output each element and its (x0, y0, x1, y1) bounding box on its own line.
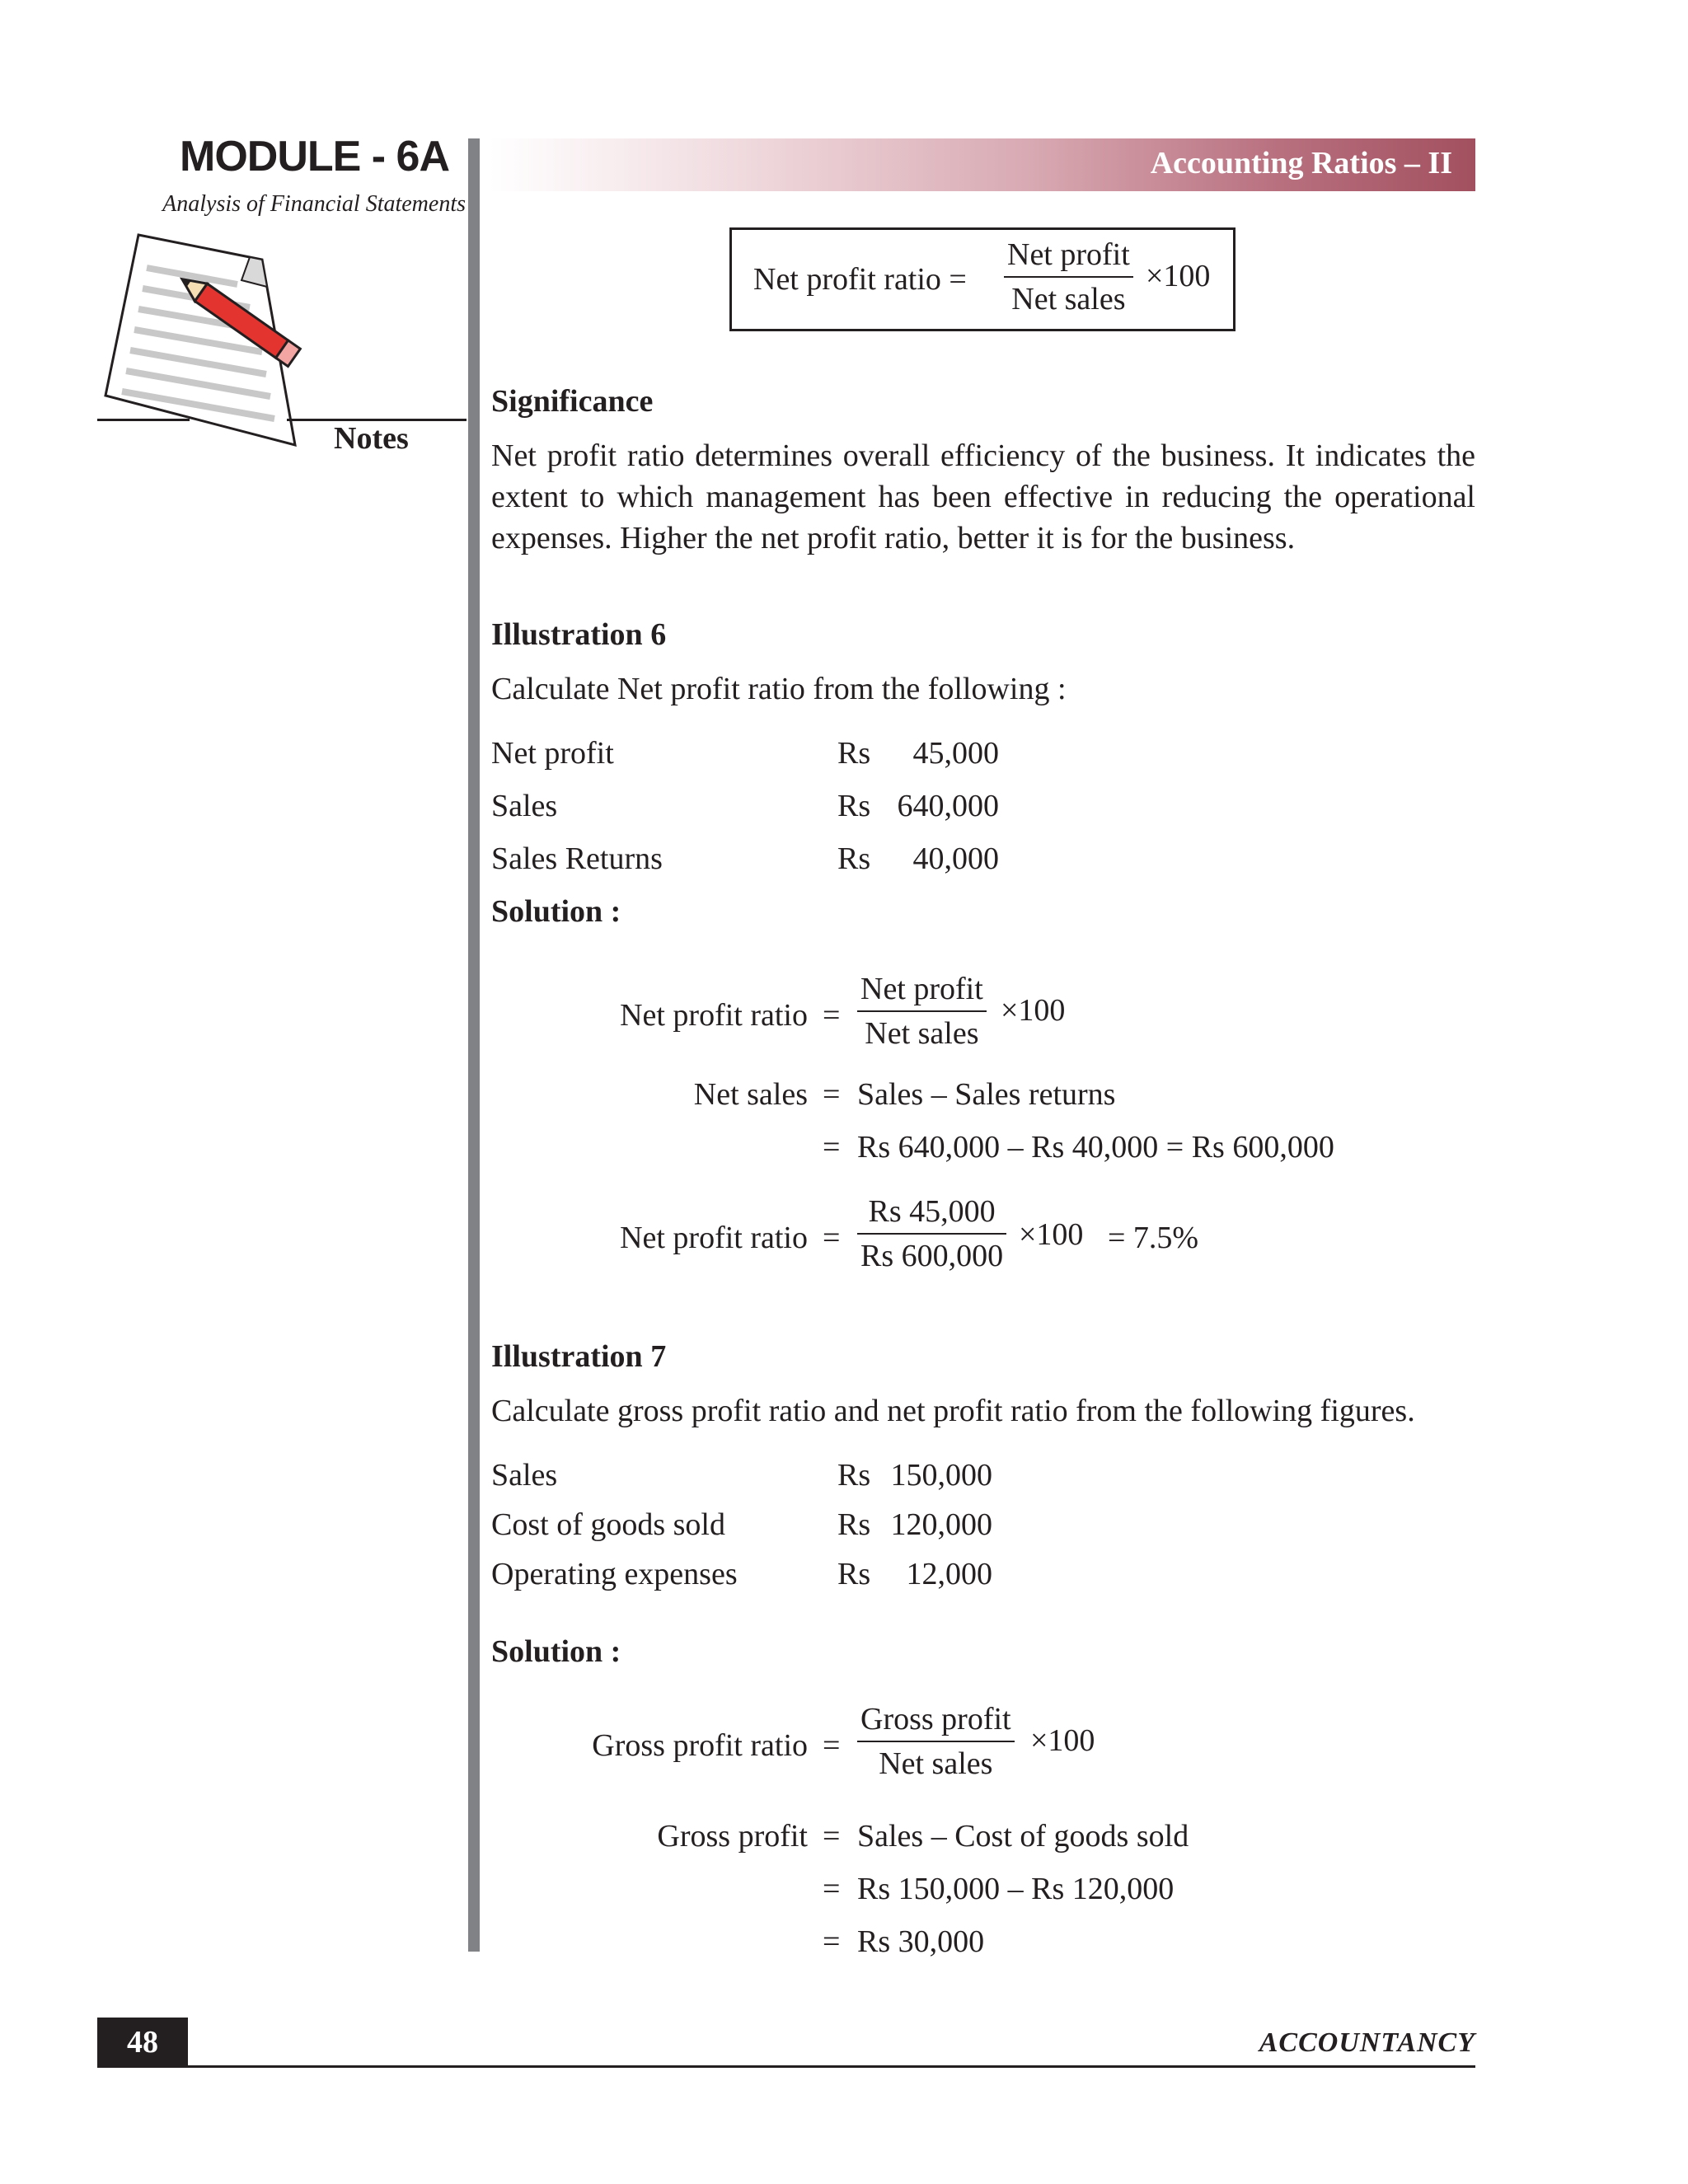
ill6-row-label: Net profit (491, 736, 614, 771)
ill6-row-amount: 40,000 (912, 841, 999, 876)
ill6-eq2-lhs: Net sales (693, 1077, 808, 1112)
ill6-row-label: Sales Returns (491, 841, 663, 876)
ill6-eq4-multiplier: ×100 (1019, 1217, 1084, 1252)
ill7-eq1-lhs: Gross profit ratio (592, 1728, 808, 1763)
ill6-row-label: Sales (491, 789, 558, 823)
footer-rule (97, 2065, 1475, 2068)
formula-multiplier: ×100 (1146, 259, 1211, 293)
ill6-eq3-equals: = (823, 1130, 841, 1165)
ill6-eq4-fraction (857, 1193, 1006, 1274)
formula-denominator: Net sales (1011, 282, 1126, 316)
ill6-row-amount: 45,000 (912, 736, 999, 771)
ill6-eq4-lhs: Net profit ratio (620, 1221, 808, 1255)
ill7-eq2-rhs: Sales – Cost of goods sold (857, 1819, 1189, 1854)
ill7-row-rs: Rs (837, 1557, 871, 1591)
ill6-row-amount: 640,000 (897, 789, 999, 823)
ill7-eq1-denominator: Net sales (879, 1746, 993, 1781)
module-title: MODULE - 6A (180, 133, 449, 180)
page-number: 48 (97, 2018, 188, 2067)
ill7-eq3-rhs: Rs 150,000 – Rs 120,000 (857, 1872, 1175, 1906)
ill6-eq4-equals: = (823, 1221, 841, 1255)
ill7-eq1-equals: = (823, 1728, 841, 1763)
ill7-eq2-equals: = (823, 1819, 841, 1854)
ill6-eq2-rhs: Sales – Sales returns (857, 1077, 1116, 1112)
ill6-eq4-denominator: Rs 600,000 (860, 1239, 1004, 1273)
chapter-banner (490, 138, 1475, 191)
module-subtitle: Analysis of Financial Statements (162, 191, 466, 217)
ill6-eq3-rhs: Rs 640,000 – Rs 40,000 = Rs 600,000 (857, 1130, 1334, 1165)
illustration6-heading: Illustration 6 (491, 617, 667, 652)
ill6-row-rs: Rs (837, 789, 871, 823)
ill7-eq4-rhs: Rs 30,000 (857, 1924, 985, 1959)
ill7-eq1-numerator: Gross profit (857, 1701, 1015, 1742)
chapter-title: Accounting Ratios – II (1150, 146, 1452, 180)
ill7-row-rs: Rs (837, 1458, 871, 1493)
ill6-row-rs: Rs (837, 841, 871, 876)
notes-label: Notes (334, 421, 409, 456)
ill7-eq4-equals: = (823, 1924, 841, 1959)
ill6-eq1-multiplier: ×100 (1001, 993, 1066, 1028)
ill7-row-amount: 150,000 (890, 1458, 992, 1493)
margin-divider (468, 138, 480, 1952)
illustration6-prompt: Calculate Net profit ratio from the following : (491, 672, 1067, 706)
footer-subject: ACCOUNTANCY (1259, 2027, 1475, 2058)
illustration6-solution-heading: Solution : (491, 894, 621, 929)
notes-rule-left (97, 419, 190, 421)
significance-heading: Significance (491, 384, 654, 419)
ill7-row-label: Cost of goods sold (491, 1507, 725, 1542)
formula-box (729, 227, 1236, 331)
ill6-eq1-equals: = (823, 998, 841, 1033)
illustration7-heading: Illustration 7 (491, 1339, 667, 1374)
ill7-row-label: Sales (491, 1458, 558, 1493)
ill6-eq1-denominator: Net sales (865, 1016, 979, 1051)
ill6-eq2-equals: = (823, 1077, 841, 1112)
illustration7-prompt: Calculate gross profit ratio and net profit ratio from the following figures. (491, 1394, 1415, 1428)
formula-lhs: Net profit ratio = (753, 262, 967, 297)
formula-numerator: Net profit (1004, 237, 1133, 278)
ill6-eq4-result: = 7.5% (1108, 1221, 1199, 1255)
ill7-eq1-multiplier: ×100 (1030, 1723, 1095, 1758)
ill6-eq4-numerator: Rs 45,000 (857, 1193, 1006, 1235)
ill6-eq1-lhs: Net profit ratio (620, 998, 808, 1033)
ill7-row-amount: 12,000 (906, 1557, 992, 1591)
ill7-row-label: Operating expenses (491, 1557, 738, 1591)
ill6-eq1-numerator: Net profit (857, 971, 987, 1012)
ill6-row-rs: Rs (837, 736, 871, 771)
illustration7-solution-heading: Solution : (491, 1634, 621, 1669)
ill7-row-amount: 120,000 (890, 1507, 992, 1542)
significance-text: Net profit ratio determines overall efficiency of the business. It indicates the extent to which management has been effective in reducing the operational expenses. Higher the net profit ratio, better it is for the business. (491, 438, 1475, 555)
ill7-eq3-equals: = (823, 1872, 841, 1906)
notes-pencil-icon (97, 223, 328, 462)
ill7-eq2-lhs: Gross profit (657, 1819, 808, 1854)
formula-fraction (1004, 237, 1133, 317)
ill7-row-rs: Rs (837, 1507, 871, 1542)
ill6-eq1-fraction (857, 971, 987, 1052)
ill7-eq1-fraction (857, 1701, 1015, 1782)
